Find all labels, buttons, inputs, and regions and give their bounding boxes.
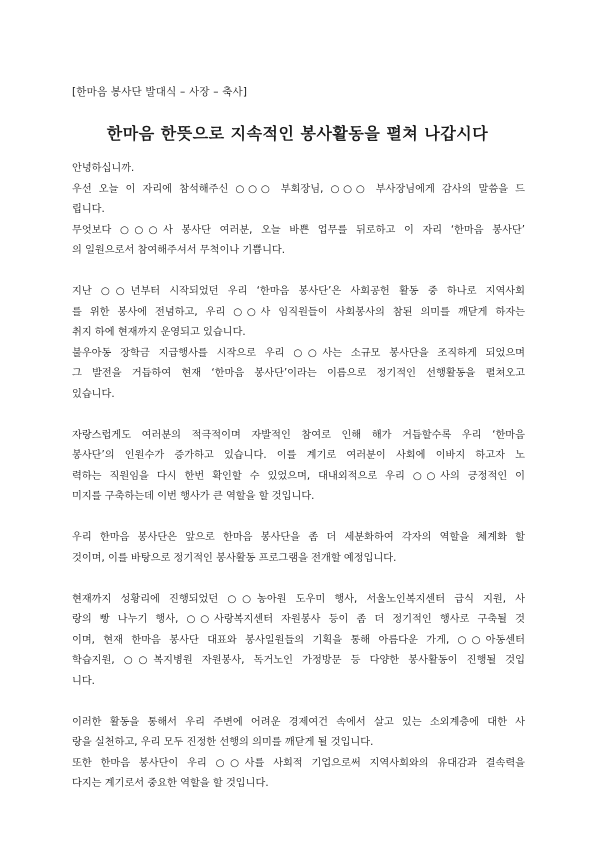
paragraph-line: 그 발전을 거듭하여 현재 ‘한마음 봉사단’이라는 이름으로 정기적인 선행활동을 펼쳐오고 bbox=[72, 368, 525, 379]
paragraph bbox=[72, 754, 525, 795]
paragraph-line: 우리 한마음 봉사단은 앞으로 한마음 봉사단을 좀 더 세분화하여 각자의 역할을 체계화 할 bbox=[72, 532, 525, 543]
paragraph-line: 현재까지 성황리에 진행되었던 ○○농아원 도우미 행사, 서울노인복지센터 급식 지원, 사 bbox=[72, 593, 525, 605]
paragraph bbox=[72, 344, 525, 406]
paragraph-line: 이며, 현재 한마음 봉사단 대표와 봉사일원들의 기획을 통해 아름다운 가게, ○○아동센터 bbox=[72, 634, 525, 646]
paragraph-line: 불우아동 장학금 지급행사를 시작으로 우리 ○○사는 소규모 봉사단을 조직하게 되었으며 bbox=[72, 347, 525, 359]
document-body bbox=[72, 159, 525, 795]
header-tag: [한마음 봉사단 발대식 – 사장 – 축사] bbox=[72, 86, 248, 98]
paragraph-spacer bbox=[72, 508, 525, 529]
paragraph-line: 지난 ○○년부터 시작되었던 우리 ‘한마음 봉사단’은 사회공헌 활동 중 하나로 지역사회 bbox=[72, 286, 525, 297]
paragraph-spacer bbox=[72, 405, 525, 426]
paragraph-line: 학습지원, ○○복지병원 자원봉사, 독거노인 가정방문 등 다양한 봉사활동이 진행될 것입 bbox=[72, 655, 525, 666]
paragraph-line: 것이며, 이를 바탕으로 정기적인 봉사활동 프로그램을 전개할 예정입니다. bbox=[72, 552, 397, 564]
paragraph-line: 랑을 실천하고, 우리 모두 진정한 선행의 의미를 깨닫게 될 것입니다. bbox=[72, 737, 374, 748]
paragraph-line: 의 일원으로서 참여해주셔서 무척이나 기쁩니다. bbox=[72, 245, 286, 256]
paragraph-line: 미지를 구축하는데 이번 행사가 큰 역할을 할 것입니다. bbox=[72, 491, 315, 502]
paragraph-line: 봉사단’의 인원수가 증가하고 있습니다. 이를 계기로 여러분이 사회에 이바지 하고자 노 bbox=[72, 450, 525, 461]
paragraph-line: 무엇보다 ○○○사 봉사단 여러분, 오늘 바쁜 업무를 뒤로하고 이 자리 ‘한마음 봉사단’ bbox=[72, 224, 525, 236]
paragraph-line: 립니다. bbox=[72, 204, 105, 215]
paragraph-line: 또한 한마음 봉사단이 우리 ○○사를 사회적 기업으로써 지역사회와의 유대감과 결속력을 bbox=[72, 757, 525, 769]
page-title: 한마음 한뜻으로 지속적인 봉사활동을 펼쳐 나갑시다 bbox=[106, 124, 489, 143]
paragraph bbox=[72, 282, 525, 344]
paragraph-line: 다지는 계기로서 중요한 역할을 할 것입니다. bbox=[72, 778, 269, 789]
paragraph-line: 자랑스럽게도 여러분의 적극적이며 자발적인 참여로 인해 해가 거듭할수록 우리 ‘한마음 bbox=[72, 429, 525, 441]
paragraph-line: 를 위한 봉사에 전념하고, 우리 ○○사 임직원들이 사회봉사의 참된 의미를 깨닫게 하자는 bbox=[72, 306, 525, 318]
paragraph-spacer bbox=[72, 262, 525, 283]
paragraph-spacer bbox=[72, 692, 525, 713]
paragraph-line: 니다. bbox=[72, 675, 95, 687]
paragraph-line: 있습니다. bbox=[72, 388, 115, 400]
paragraph bbox=[72, 713, 525, 754]
paragraph-line: 우선 오늘 이 자리에 참석해주신 ○○○ 부회장님, ○○○ 부사장님에게 감사의 말씀을 드 bbox=[72, 183, 525, 195]
paragraph bbox=[72, 426, 525, 508]
paragraph-line: 안녕하십니까. bbox=[72, 163, 135, 174]
paragraph bbox=[72, 180, 525, 221]
paragraph bbox=[72, 159, 525, 180]
paragraph-line: 랑의 빵 나누기 행사, ○○사랑복지센터 자원봉사 등이 좀 더 정기적인 행사로 구축될 것 bbox=[72, 614, 525, 625]
paragraph-line: 력하는 직원임을 다시 한번 확인할 수 있었으며, 대내외적으로 우리 ○○사의 긍정적인 이 bbox=[72, 470, 525, 482]
paragraph bbox=[72, 590, 525, 693]
paragraph-spacer bbox=[72, 569, 525, 590]
paragraph-line: 이러한 활동을 통해서 우리 주변에 어려운 경제여건 속에서 살고 있는 소외계층에 대한 사 bbox=[72, 716, 525, 728]
paragraph-line: 취지 하에 현재까지 운영되고 있습니다. bbox=[72, 327, 246, 338]
paragraph bbox=[72, 221, 525, 262]
paragraph bbox=[72, 528, 525, 569]
